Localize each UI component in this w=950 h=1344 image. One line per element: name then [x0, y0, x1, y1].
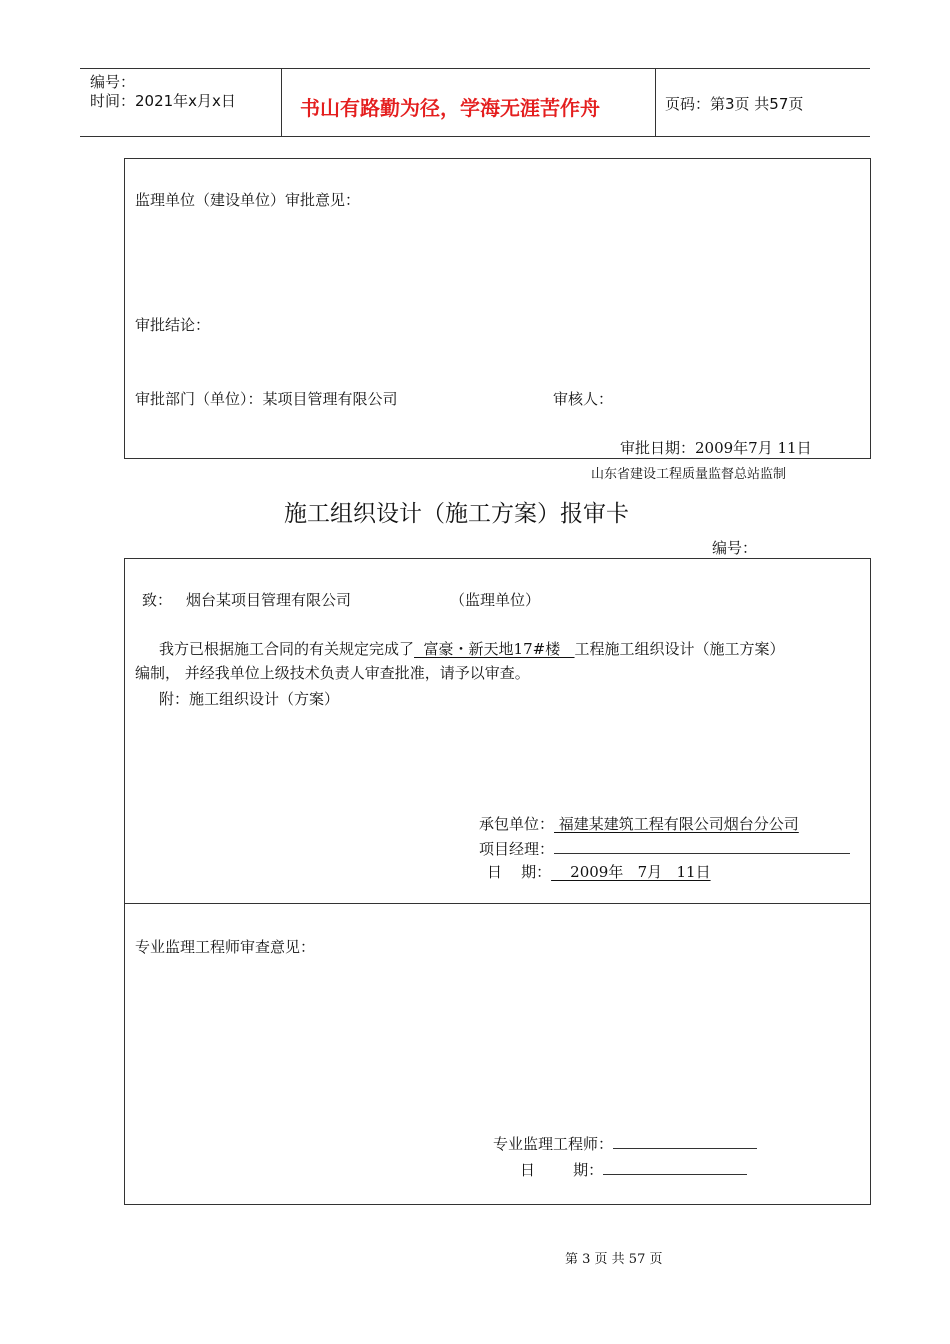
- form-number-label: 编号：: [712, 539, 758, 557]
- contractor-value: 福建某建筑工程有限公司烟台分公司: [554, 815, 799, 833]
- submission-date-label: 日 期：: [487, 863, 552, 881]
- header-motto: 书山有路勤为径，学海无涯苦作舟: [300, 96, 600, 120]
- page-indicator: 页码：第3页 共57页: [665, 95, 804, 113]
- attachment-line: 附：施工组织设计（方案）: [159, 690, 340, 708]
- serial-label: 编号：: [90, 73, 136, 91]
- engineer-section: [124, 903, 871, 1205]
- engineer-signature-line: [613, 1134, 757, 1149]
- pm-row: [479, 838, 850, 859]
- approval-dept-label: 审批部门（单位）：某项目管理有限公司: [135, 390, 398, 408]
- to-company: 烟台某项目管理有限公司: [186, 591, 352, 609]
- header-divider-left: [281, 68, 282, 136]
- page-footer: 第 3 页 共 57 页: [565, 1252, 663, 1267]
- submission-date-value: 2009年 7月 11日: [551, 863, 711, 881]
- submission-body-line2: 编制， 并经我单位上级技术负责人审查批准，请予以审查。: [135, 664, 530, 682]
- header-bottom-rule: [80, 136, 870, 137]
- addressee-line: [142, 589, 351, 610]
- body-suffix: 工程施工组织设计（施工方案）: [574, 640, 785, 658]
- approval-opinion-label: 监理单位（建设单位）审批意见：: [135, 191, 361, 209]
- time-label: 时间：2021年x月x日: [90, 92, 236, 110]
- pm-signature-line: [554, 839, 850, 854]
- form-title: 施工组织设计（施工方案）报审卡: [284, 501, 629, 527]
- header-divider-right: [655, 68, 656, 136]
- approval-section: [124, 158, 871, 459]
- contractor-label: 承包单位：: [479, 815, 555, 833]
- pm-label: 项目经理：: [479, 840, 555, 858]
- header-top-rule: [80, 68, 870, 69]
- submission-body-line1: [159, 638, 785, 659]
- approval-date-label: 审批日期：2009年7月 11日: [620, 439, 812, 457]
- engineer-label: 专业监理工程师：: [493, 1135, 614, 1153]
- engineer-opinion-label: 专业监理工程师审查意见：: [135, 938, 316, 956]
- to-label: 致：: [142, 591, 173, 609]
- body-prefix: 我方已根据施工合同的有关规定完成了: [159, 640, 415, 658]
- project-name: 富豪・新天地17#楼: [414, 640, 575, 658]
- engineer-date-label: 日 期：: [520, 1161, 604, 1179]
- contractor-row: [479, 813, 799, 834]
- to-role: （监理单位）: [450, 591, 541, 609]
- approval-conclusion-label: 审批结论：: [135, 316, 211, 334]
- engineer-signature-row: [493, 1133, 757, 1154]
- submission-date-row: [487, 861, 831, 882]
- supervisor-note: 山东省建设工程质量监督总站监制: [591, 467, 787, 482]
- approval-reviewer-label: 审核人：: [553, 390, 614, 408]
- engineer-date-line: [603, 1160, 747, 1175]
- engineer-date-row: [520, 1159, 747, 1180]
- submission-section: [124, 558, 871, 904]
